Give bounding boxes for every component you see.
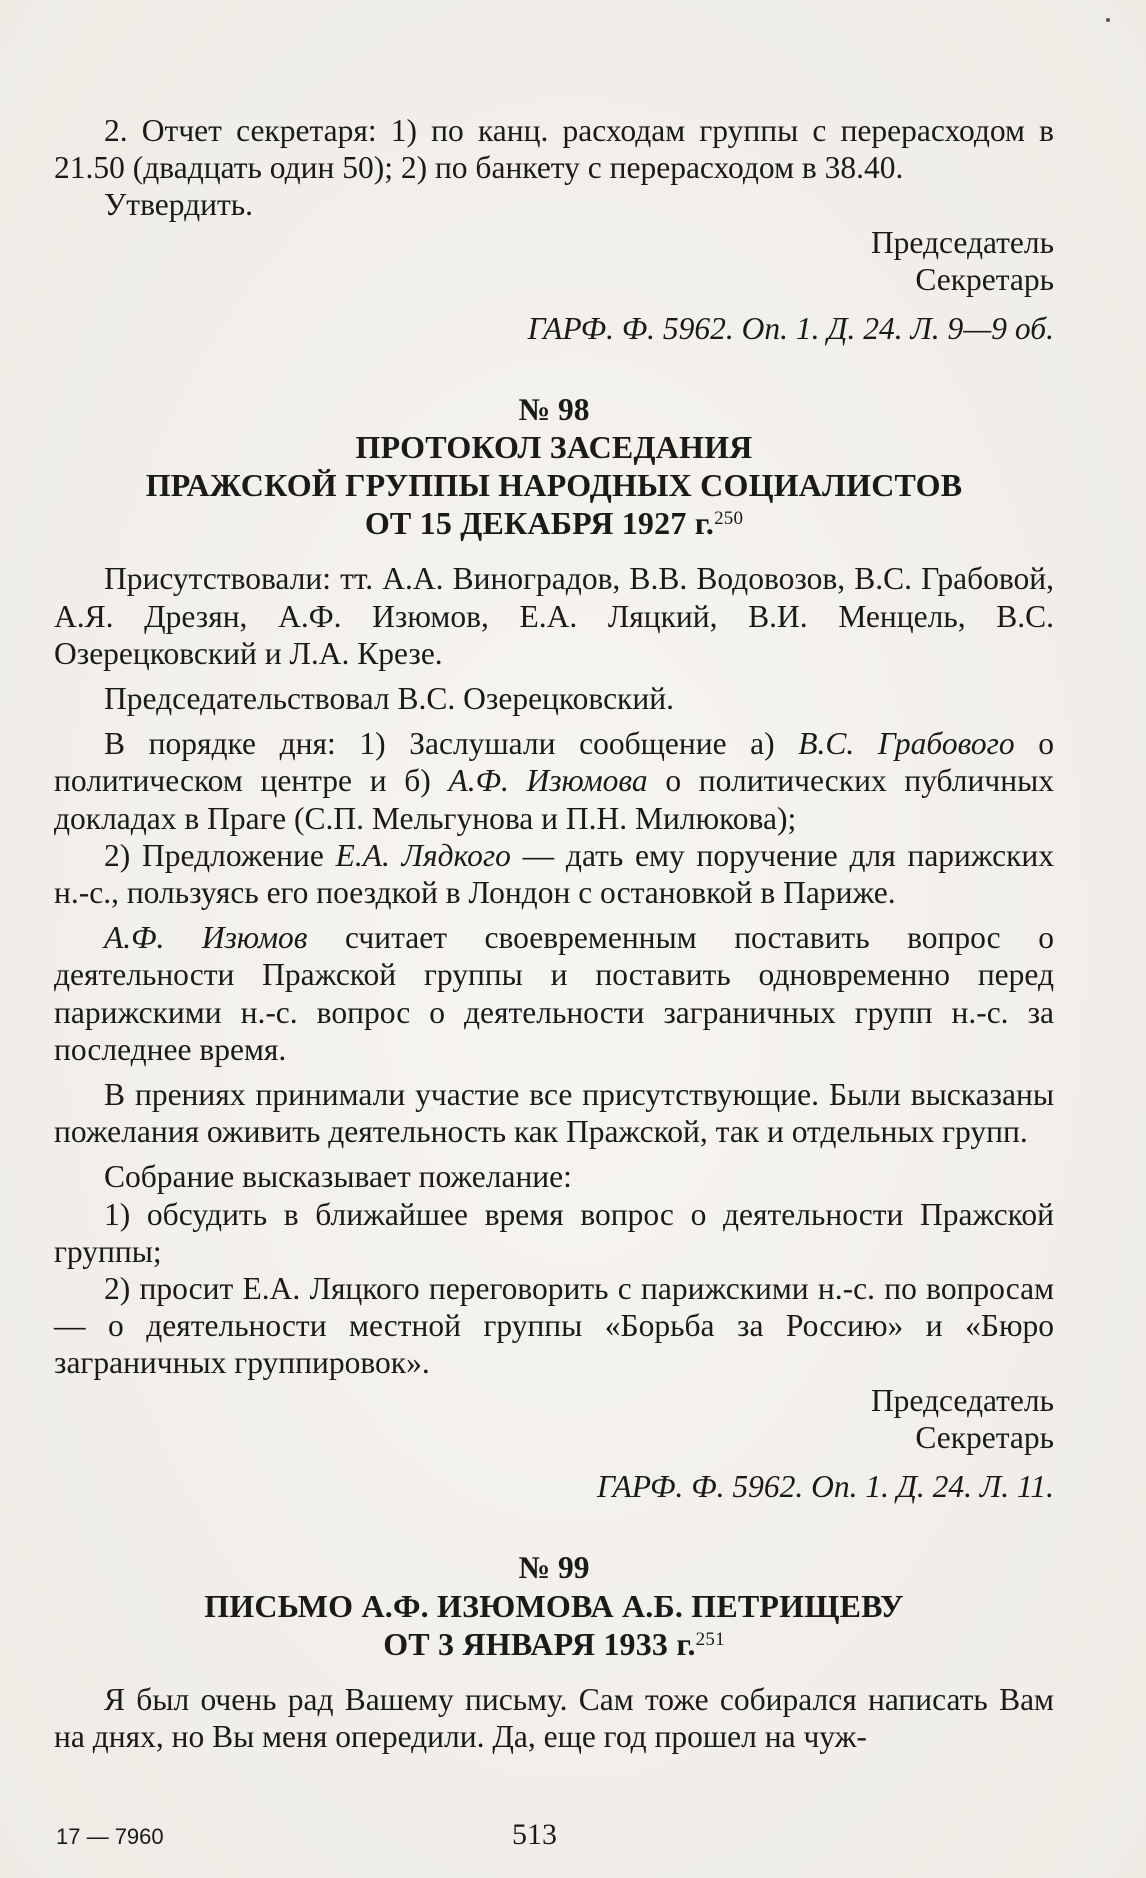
page-text: [54, 112, 1054, 1755]
approve-resolution: Утвердить.: [104, 187, 253, 223]
doc99-number: № 99: [518, 1550, 590, 1586]
page-number: 513: [512, 1818, 557, 1851]
debate-summary: В прениях принимали участие все присутствующие. Были высказаны пожелания оживить деятельность как Пражской, так и отдельных групп.: [54, 1077, 1054, 1150]
footnote-ref: 250: [714, 508, 744, 530]
attendees: Присутствовали: тт. А.А. Виноградов, В.В. Водовозов, В.С. Грабовой, А.Я. Дрезян, А.Ф. Изюмов, Е.А. Ляцкий, В.И. Менцель, В.С. Озерецковский и Л.А. Крезе.: [54, 561, 1054, 671]
agenda-item-2: 2) Предложение Е.А. Лядкого — дать ему поручение для парижских н.-с., пользуясь его поездкой в Лондон с остановкой в Париже.: [54, 837, 1054, 911]
doc98-number: № 98: [518, 392, 590, 428]
doc98-title-line3: ОТ 15 ДЕКАБРЯ 1927 г.$^{250}$: [364, 505, 744, 542]
archive-reference: ГАРФ. Ф. 5962. Оп. 1. Д. 24. Л. 9—9 об.: [527, 311, 1054, 347]
doc99-title-line2: ОТ 3 ЯНВАРЯ 1933 г.$^{251}$: [383, 1625, 725, 1662]
doc99-title-line1: ПИСЬМО А.Ф. ИЗЮМОВА А.Б. ПЕТРИЩЕВУ: [204, 1587, 904, 1624]
doc98-title-line2: ПРАЖСКОЙ ГРУППЫ НАРОДНЫХ СОЦИАЛИСТОВ: [145, 467, 963, 504]
wish-intro: Собрание высказывает пожелание:: [104, 1159, 572, 1195]
secretary-signature: Секретарь: [915, 261, 1054, 297]
agenda-item-1: В порядке дня: 1) Заслушали сообщение а) В.С. Грабового о политическом центре и б) А.Ф. Изюмова о политических публичных докладах в Праге (С.П. Мельгунова и П.Н. Милюкова);: [54, 726, 1055, 836]
printer-signature-mark: 17 — 7960: [56, 1824, 164, 1849]
wish-item-2: 2) просит Е.А. Ляцкого переговорить с парижскими н.-с. по вопросам — о деятельности местной группы «Борьба за Россию» и «Бюро заграничных группировок».: [54, 1271, 1054, 1381]
izyumov-opinion: А.Ф. Изюмов считает своевременным поставить вопрос о деятельности Пражской группы и поставить одновременно перед парижскими н.-с. вопрос о деятельности заграничных групп н.-с. за последнее время.: [54, 920, 1054, 1067]
wish-item-1: 1) обсудить в ближайшее время вопрос о деятельности Пражской группы;: [54, 1196, 1054, 1269]
footnote-ref-251: 251: [695, 1628, 725, 1650]
presided-by: Председательствовал В.С. Озерецковский.: [104, 681, 674, 717]
chairman-signature-98: Председатель: [870, 1382, 1054, 1418]
chairman-signature: Председатель: [870, 224, 1054, 260]
speck-mark: [1106, 18, 1110, 22]
archive-reference-98: ГАРФ. Ф. 5962. Оп. 1. Д. 24. Л. 11.: [596, 1469, 1054, 1505]
doc98-title-line1: ПРОТОКОЛ ЗАСЕДАНИЯ: [355, 429, 753, 466]
report-item-2: 2. Отчет секретаря: 1) по канц. расходам группы с перерасходом в 21.50 (двадцать один 50); 2) по банкету с перерасходом в 38.40.: [54, 113, 1054, 186]
secretary-signature-98: Секретарь: [915, 1419, 1054, 1455]
letter-opening: Я был очень рад Вашему письму. Сам тоже собирался написать Вам на днях, но Вы меня опередили. Да, еще год прошел на чуж-: [54, 1681, 1054, 1754]
